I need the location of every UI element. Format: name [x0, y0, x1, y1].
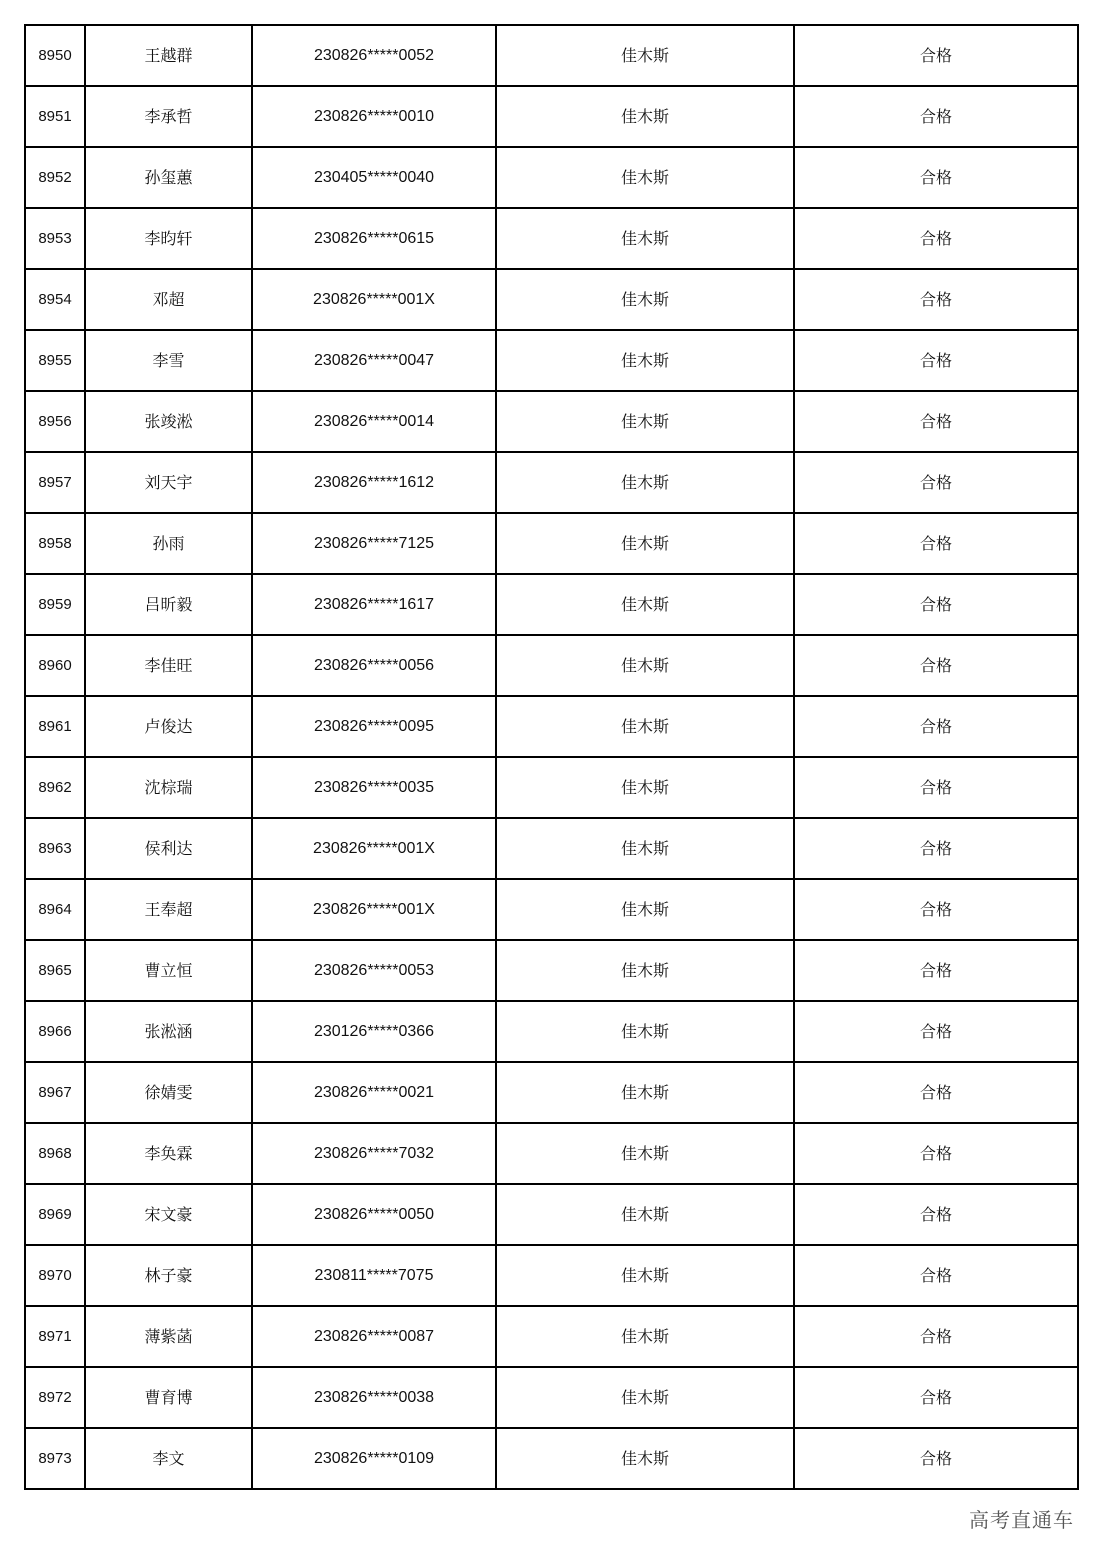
student-name: 王越群	[85, 25, 252, 86]
table-row	[25, 1001, 1078, 1062]
exam-location: 佳木斯	[496, 818, 794, 879]
table-row	[25, 391, 1078, 452]
exam-location: 佳木斯	[496, 269, 794, 330]
table-row	[25, 696, 1078, 757]
row-number: 8950	[25, 25, 85, 86]
id-number: 230826*****1617	[252, 574, 496, 635]
result-status: 合格	[794, 1123, 1078, 1184]
exam-location: 佳木斯	[496, 757, 794, 818]
results-table	[24, 24, 1079, 1490]
student-name: 王奉超	[85, 879, 252, 940]
table-row	[25, 1062, 1078, 1123]
student-name: 李昀轩	[85, 208, 252, 269]
student-name: 李奂霖	[85, 1123, 252, 1184]
exam-location: 佳木斯	[496, 1001, 794, 1062]
row-number: 8957	[25, 452, 85, 513]
result-status: 合格	[794, 818, 1078, 879]
exam-location: 佳木斯	[496, 25, 794, 86]
table-row	[25, 818, 1078, 879]
table-row	[25, 269, 1078, 330]
student-name: 卢俊达	[85, 696, 252, 757]
id-number: 230826*****0038	[252, 1367, 496, 1428]
table-row	[25, 757, 1078, 818]
id-number: 230826*****0014	[252, 391, 496, 452]
result-status: 合格	[794, 1428, 1078, 1489]
exam-location: 佳木斯	[496, 452, 794, 513]
student-name: 李承哲	[85, 86, 252, 147]
table-row	[25, 330, 1078, 391]
id-number: 230826*****0052	[252, 25, 496, 86]
row-number: 8960	[25, 635, 85, 696]
student-name: 刘天宇	[85, 452, 252, 513]
result-status: 合格	[794, 696, 1078, 757]
student-name: 孙玺蕙	[85, 147, 252, 208]
exam-location: 佳木斯	[496, 635, 794, 696]
row-number: 8965	[25, 940, 85, 1001]
id-number: 230826*****001X	[252, 879, 496, 940]
exam-location: 佳木斯	[496, 1062, 794, 1123]
row-number: 8966	[25, 1001, 85, 1062]
result-status: 合格	[794, 269, 1078, 330]
result-status: 合格	[794, 1367, 1078, 1428]
id-number: 230826*****0056	[252, 635, 496, 696]
row-number: 8970	[25, 1245, 85, 1306]
exam-location: 佳木斯	[496, 513, 794, 574]
student-name: 徐婧雯	[85, 1062, 252, 1123]
row-number: 8972	[25, 1367, 85, 1428]
exam-location: 佳木斯	[496, 86, 794, 147]
result-status: 合格	[794, 147, 1078, 208]
row-number: 8969	[25, 1184, 85, 1245]
result-status: 合格	[794, 86, 1078, 147]
row-number: 8959	[25, 574, 85, 635]
row-number: 8967	[25, 1062, 85, 1123]
table-row	[25, 1367, 1078, 1428]
exam-location: 佳木斯	[496, 1245, 794, 1306]
result-status: 合格	[794, 1245, 1078, 1306]
result-status: 合格	[794, 574, 1078, 635]
student-name: 孙雨	[85, 513, 252, 574]
exam-location: 佳木斯	[496, 1123, 794, 1184]
row-number: 8961	[25, 696, 85, 757]
student-name: 薄紫菡	[85, 1306, 252, 1367]
result-status: 合格	[794, 391, 1078, 452]
id-number: 230826*****0035	[252, 757, 496, 818]
table-row	[25, 1428, 1078, 1489]
id-number: 230826*****0047	[252, 330, 496, 391]
exam-location: 佳木斯	[496, 330, 794, 391]
exam-location: 佳木斯	[496, 879, 794, 940]
student-name: 李佳旺	[85, 635, 252, 696]
row-number: 8953	[25, 208, 85, 269]
result-status: 合格	[794, 879, 1078, 940]
student-name: 宋文豪	[85, 1184, 252, 1245]
id-number: 230826*****0021	[252, 1062, 496, 1123]
row-number: 8962	[25, 757, 85, 818]
watermark-text: 高考直通车	[969, 1508, 1074, 1532]
row-number: 8968	[25, 1123, 85, 1184]
result-status: 合格	[794, 1062, 1078, 1123]
table-row	[25, 1123, 1078, 1184]
id-number: 230826*****001X	[252, 269, 496, 330]
table-row	[25, 635, 1078, 696]
id-number: 230826*****0053	[252, 940, 496, 1001]
result-status: 合格	[794, 452, 1078, 513]
table-row	[25, 940, 1078, 1001]
student-name: 李雪	[85, 330, 252, 391]
student-name: 曹育博	[85, 1367, 252, 1428]
id-number: 230826*****001X	[252, 818, 496, 879]
result-status: 合格	[794, 1184, 1078, 1245]
table-row	[25, 513, 1078, 574]
result-status: 合格	[794, 940, 1078, 1001]
result-status: 合格	[794, 1306, 1078, 1367]
row-number: 8951	[25, 86, 85, 147]
student-name: 张淞涵	[85, 1001, 252, 1062]
table-row	[25, 208, 1078, 269]
exam-location: 佳木斯	[496, 696, 794, 757]
exam-location: 佳木斯	[496, 940, 794, 1001]
table-row	[25, 147, 1078, 208]
row-number: 8954	[25, 269, 85, 330]
exam-location: 佳木斯	[496, 1184, 794, 1245]
result-status: 合格	[794, 757, 1078, 818]
student-name: 林子豪	[85, 1245, 252, 1306]
student-name: 李文	[85, 1428, 252, 1489]
student-name: 曹立恒	[85, 940, 252, 1001]
row-number: 8971	[25, 1306, 85, 1367]
row-number: 8956	[25, 391, 85, 452]
id-number: 230826*****0050	[252, 1184, 496, 1245]
table-row	[25, 574, 1078, 635]
row-number: 8963	[25, 818, 85, 879]
row-number: 8952	[25, 147, 85, 208]
row-number: 8958	[25, 513, 85, 574]
id-number: 230826*****1612	[252, 452, 496, 513]
row-number: 8964	[25, 879, 85, 940]
table-row	[25, 25, 1078, 86]
id-number: 230826*****0087	[252, 1306, 496, 1367]
id-number: 230826*****0095	[252, 696, 496, 757]
table-row	[25, 879, 1078, 940]
id-number: 230826*****0615	[252, 208, 496, 269]
result-status: 合格	[794, 330, 1078, 391]
id-number: 230826*****7125	[252, 513, 496, 574]
id-number: 230826*****0109	[252, 1428, 496, 1489]
student-name: 吕昕毅	[85, 574, 252, 635]
result-status: 合格	[794, 1001, 1078, 1062]
table-row	[25, 1245, 1078, 1306]
id-number: 230826*****0010	[252, 86, 496, 147]
result-status: 合格	[794, 635, 1078, 696]
student-name: 沈棕瑞	[85, 757, 252, 818]
exam-location: 佳木斯	[496, 208, 794, 269]
result-status: 合格	[794, 208, 1078, 269]
exam-location: 佳木斯	[496, 391, 794, 452]
student-name: 侯利达	[85, 818, 252, 879]
row-number: 8973	[25, 1428, 85, 1489]
exam-location: 佳木斯	[496, 574, 794, 635]
student-name: 张竣淞	[85, 391, 252, 452]
student-name: 邓超	[85, 269, 252, 330]
exam-location: 佳木斯	[496, 147, 794, 208]
id-number: 230126*****0366	[252, 1001, 496, 1062]
exam-location: 佳木斯	[496, 1306, 794, 1367]
exam-location: 佳木斯	[496, 1367, 794, 1428]
row-number: 8955	[25, 330, 85, 391]
result-status: 合格	[794, 25, 1078, 86]
result-status: 合格	[794, 513, 1078, 574]
table-row	[25, 452, 1078, 513]
id-number: 230811*****7075	[252, 1245, 496, 1306]
table-row	[25, 86, 1078, 147]
id-number: 230405*****0040	[252, 147, 496, 208]
results-table-body	[25, 25, 1078, 1489]
table-row	[25, 1184, 1078, 1245]
table-row	[25, 1306, 1078, 1367]
exam-location: 佳木斯	[496, 1428, 794, 1489]
id-number: 230826*****7032	[252, 1123, 496, 1184]
